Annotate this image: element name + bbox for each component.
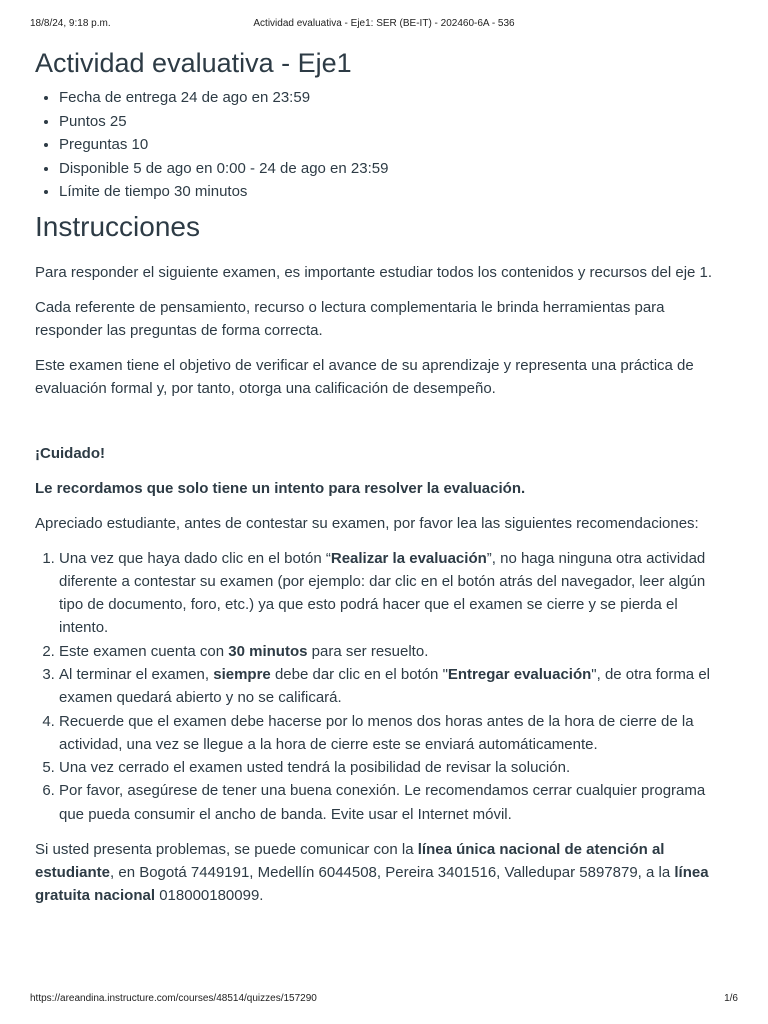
print-footer	[0, 993, 768, 1007]
instructions-heading: Instrucciones	[35, 210, 200, 242]
recommendations-intro: Apreciado estudiante, antes de contestar su examen, por favor lea las siguientes recomendaciones:	[35, 514, 699, 532]
page-title: Actividad evaluativa - Eje1	[35, 48, 352, 78]
detail-points: • Puntos 25	[59, 110, 725, 134]
recommendation-item: 3. Al terminar el examen, siempre debe dar clic en el botón "Entregar evaluación", de otra forma el examen quedará abierto y no se calificará.	[59, 663, 725, 710]
instructions-paragraph: Para responder el siguiente examen, es importante estudiar todos los contenidos y recursos del eje 1.	[35, 263, 713, 281]
recommendation-item: 5. Una vez cerrado el examen usted tendrá la posibilidad de revisar la solución.	[59, 756, 725, 779]
recommendations-list	[35, 547, 725, 827]
print-header	[0, 18, 768, 32]
warning-title: ¡Cuidado!	[35, 444, 105, 462]
print-datetime: 18/8/24, 9:18 p.m.	[30, 18, 111, 29]
detail-time-limit: • Límite de tiempo 30 minutos	[59, 180, 725, 204]
warning-text: Le recordamos que solo tiene un intento para resolver la evaluación.	[35, 479, 526, 497]
print-page-number: 1/6	[724, 993, 738, 1004]
spacer	[35, 412, 725, 442]
print-page-title: Actividad evaluativa - Eje1: SER (BE-IT) - 202460-6A - 536	[253, 18, 515, 29]
recommendation-item: 4. Recuerde que el examen debe hacerse por lo menos dos horas antes de la hora de cierre de la actividad, una vez se llegue a la hora de cierre este se enviará automáticamente.	[59, 710, 725, 757]
quiz-details-list	[35, 86, 725, 204]
recommendation-item: 1. Una vez que haya dado clic en el botón “Realizar la evaluación”, no haga ninguna otra actividad diferente a contestar su examen (por ejemplo: dar clic en el botón atrás del navegador, leer algún tipo de documento, foro, etc.) ya que esto podrá hacer que el examen se cierre y se pierda el intento.	[59, 547, 725, 640]
instructions-paragraph: Cada referente de pensamiento, recurso o lectura complementaria le brinda herramientas para responder las preguntas de forma correcta.	[35, 298, 665, 339]
detail-due-date: • Fecha de entrega 24 de ago en 23:59	[59, 86, 725, 110]
contact-info: Si usted presenta problemas, se puede comunicar con la línea única nacional de atención al estudiante, en Bogotá 7449191, Medellín 6044508, Pereira 3401516, Valledupar 5897879, a la línea gratuita nacional 018000180099.	[35, 841, 709, 905]
print-url: https://areandina.instructure.com/courses/48514/quizzes/157290	[30, 993, 317, 1004]
quiz-content	[35, 46, 725, 919]
detail-questions: • Preguntas 10	[59, 133, 725, 157]
recommendation-item: 2. Este examen cuenta con 30 minutos para ser resuelto.	[59, 640, 725, 663]
instructions-paragraph: Este examen tiene el objetivo de verificar el avance de su aprendizaje y representa una práctica de evaluación formal y, por tanto, otorga una calificación de desempeño.	[35, 356, 694, 397]
detail-availability: • Disponible 5 de ago en 0:00 - 24 de ago en 23:59	[59, 157, 725, 181]
recommendation-item: 6. Por favor, asegúrese de tener una buena conexión. Le recomendamos cerrar cualquier programa que pueda consumir el ancho de banda. Evite usar el Internet móvil.	[59, 779, 725, 826]
